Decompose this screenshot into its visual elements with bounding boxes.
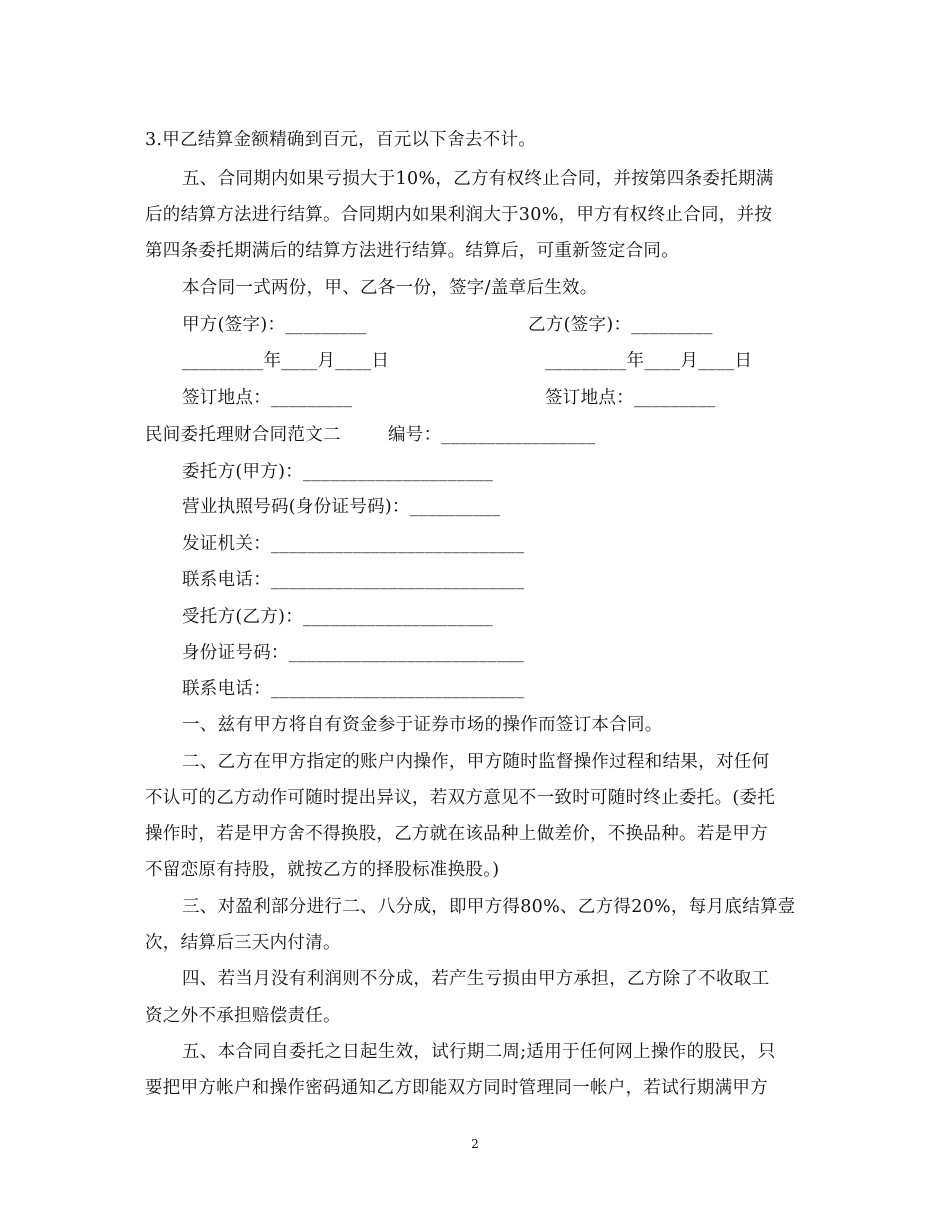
text-line: 3.甲乙结算金额精确到百元，百元以下舍去不计。	[145, 130, 537, 150]
text-line: 后的结算方法进行结算。合同期内如果利润大于30%，甲方有权终止合同，并按	[145, 205, 773, 225]
trustee-field: 受托方(乙方)：_____________________	[182, 607, 494, 627]
client-field: 委托方(甲方)：_____________________	[182, 462, 494, 482]
text-line: 不认可的乙方动作可随时提出异议，若双方意见不一致时可随时终止委托。(委托	[145, 788, 776, 808]
text-line: 五、合同期内如果亏损大于10%，乙方有权终止合同，并按第四条委托期满	[182, 169, 774, 189]
phone-field-b: 联系电话：____________________________	[182, 679, 525, 699]
party-a-signature: 甲方(签字)：_________	[182, 315, 367, 335]
license-id-field: 营业执照号码(身份证号码)：__________	[182, 497, 501, 517]
text-line: 二、乙方在甲方指定的账户内操作，甲方随时监督操作过程和结果，对任何	[182, 752, 770, 772]
text-line: 五、本合同自委托之日起生效，试行期二周;适用于任何网上操作的股民，只	[182, 1042, 776, 1062]
text-line: 第四条委托期满后的结算方法进行结算。结算后，可重新签定合同。	[145, 241, 679, 261]
text-line: 操作时，若是甲方舍不得换股，乙方就在该品种上做差价，不换品种。若是甲方	[145, 824, 768, 844]
issuing-authority-field: 发证机关：____________________________	[182, 534, 525, 554]
text-line: 本合同一式两份，甲、乙各一份，签字/盖章后生效。	[182, 278, 598, 298]
contract-number: 编号：_________________	[388, 425, 596, 445]
party-a-place: 签订地点：_________	[182, 388, 353, 408]
party-b-signature: 乙方(签字)：_________	[528, 315, 713, 335]
text-line: 四、若当月没有利润则不分成，若产生亏损由甲方承担，乙方除了不收取工	[182, 969, 770, 989]
party-b-date: _________年____月____日	[545, 351, 753, 371]
text-line: 一、兹有甲方将自有资金参于证券市场的操作而签订本合同。	[182, 715, 663, 735]
text-line: 三、对盈利部分进行二、八分成，即甲方得80%、乙方得20%，每月底结算壹	[182, 897, 796, 917]
text-line: 要把甲方帐户和操作密码通知乙方即能双方同时管理同一帐户，若试行期满甲方	[145, 1078, 768, 1098]
text-line: 不留恋原有持股，就按乙方的择股标准换股。)	[145, 860, 500, 880]
id-number-field: 身份证号码：__________________________	[182, 643, 525, 663]
page-number: 2	[471, 1137, 479, 1151]
section-title: 民间委托理财合同范文二	[145, 425, 341, 445]
text-line: 资之外不承担赔偿责任。	[145, 1006, 341, 1026]
party-b-place: 签订地点：_________	[545, 388, 716, 408]
phone-field-a: 联系电话：____________________________	[182, 570, 525, 590]
party-a-date: _________年____月____日	[182, 351, 390, 371]
text-line: 次，结算后三天内付清。	[145, 933, 341, 953]
